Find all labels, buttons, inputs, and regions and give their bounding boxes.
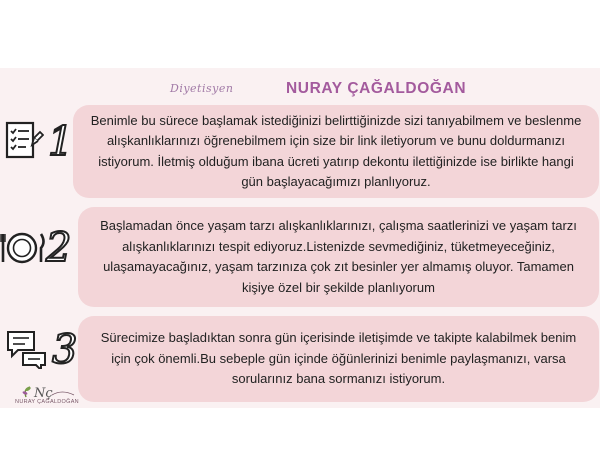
logo-monogram: Nç — [34, 386, 53, 401]
brand-logo — [12, 383, 82, 409]
step-number-1: 1 — [48, 119, 74, 165]
step-number-3: 3 — [52, 327, 78, 373]
logo-name: NURAY ÇAĞALDOĞAN — [15, 399, 79, 405]
step-card-1 — [73, 105, 599, 198]
step-card-2 — [78, 207, 599, 307]
step-text-1: Benimle bu sürece başlamak istediğinizi belirttiğinizde sizi tanıyabilmem ve beslenme alışkanlıklarınızı öğrenebilmem için size bir link iletiyorum ve bunu doldurmanızı istiyorum. İletmiş olduğum ibana ücreti yatırıp dekontu ilettiğinizde ise birlikte hangi gün başlayacağımızı planlıyoruz. — [90, 112, 582, 189]
step-number-2: 2 — [46, 225, 72, 271]
script-title: Diyetisyen — [170, 82, 234, 95]
plate-cutlery-icon — [0, 228, 46, 273]
checklist-document-icon — [4, 120, 44, 167]
page-title: NURAY ÇAĞALDOĞAN — [286, 80, 467, 97]
step-card-3 — [78, 316, 599, 402]
page-header — [0, 82, 600, 104]
step-text-3: Sürecimize başladıktan sonra gün içerisinde iletişimde ve takipte kalabilmek benim için çok önemli.Bu sebeple gün içinde öğünlerinizi benimle paylaşmanızı, varsa sorularınız bana sormanızı istiyorum. — [100, 330, 577, 387]
step-text-2: Başlamadan önce yaşam tarzı alışkanlıklarınızı, çalışma saatlerinizi ve yaşam tarzı alışkanlıklarınızı tespit ediyoruz.Listenizde sevmediğiniz, tüketmeyeceğiniz, ulaşamayacağınız, yaşam tarzınıza çok zıt besinler yer almamış oluyor. Tamamen kişiye özel bir şekilde planlıyorum — [100, 218, 577, 295]
chat-bubbles-icon — [5, 329, 49, 374]
